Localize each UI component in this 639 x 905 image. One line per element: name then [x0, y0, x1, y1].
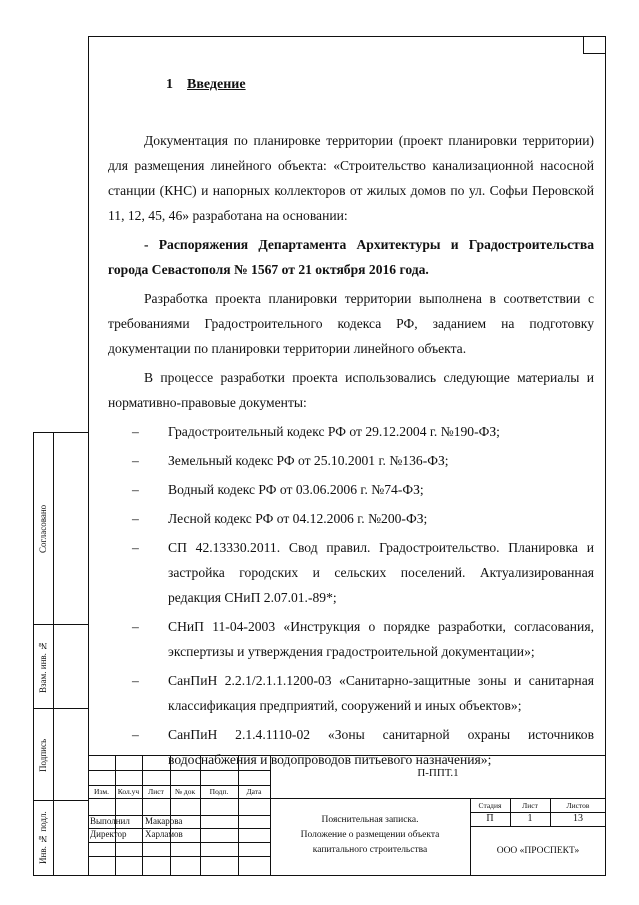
- paragraph-3: Разработка проекта планировки территории выполнена в соответствии с требованиями Градостроительного кодекса РФ, заданием на подготовку документации по планировки территории линейного объекта.: [108, 291, 594, 356]
- title-block: [88, 755, 606, 876]
- heading-title: Введение: [187, 77, 246, 92]
- list-item: – Лесной кодекс РФ от 04.12.2006 г. №200-ФЗ;: [132, 511, 428, 526]
- header-data: Дата: [246, 787, 262, 796]
- company-name: ООО «ПРОСПЕКТ»: [496, 846, 580, 856]
- role-director: Директор: [90, 829, 127, 839]
- header-list: Лист: [148, 787, 164, 796]
- doc-description: Пояснительная записка. Положение о размещении объекта капитального строительства: [300, 815, 440, 855]
- list-item: – СНиП 11-04-2003 «Инструкция о порядке разработки, согласования, экспертизы и утверждения градостроительной документации»;: [132, 619, 594, 659]
- agreed-label: Согласовано: [38, 504, 48, 554]
- inv-orig-label: Инв. № подл.: [38, 811, 48, 865]
- name-performed: Макарова: [145, 816, 183, 826]
- header-koluch: Кол.уч: [117, 787, 140, 796]
- paragraph-2: - Распоряжения Департамента Архитектуры и Градостроительства города Севастополя № 1567 от 21 октября 2016 года.: [108, 237, 594, 277]
- list-item: – Водный кодекс РФ от 03.06.2006 г. №74-ФЗ;: [132, 482, 424, 497]
- document-body: [108, 72, 594, 772]
- heading-number: 1: [166, 77, 173, 92]
- doc-code: П-ППТ.1: [417, 767, 459, 779]
- list-item: – СанПиН 2.1.4.1110-02 «Зоны санитарной охраны источников водоснабжения и водопроводов питьевого назначения»;: [132, 727, 594, 767]
- sheets-label: Листов: [566, 801, 590, 810]
- list-item: – Градостроительный кодекс РФ от 29.12.2004 г. №190-ФЗ;: [132, 424, 500, 439]
- section-heading: [166, 72, 594, 98]
- sidebar-stamp: [33, 432, 88, 876]
- role-performed: Выполнил: [90, 816, 130, 826]
- stage-label: Стадия: [478, 801, 502, 810]
- replace-inv-label: Взам. инв. №: [38, 640, 48, 694]
- stage-value: П: [486, 813, 494, 824]
- list-item: – СанПиН 2.2.1/2.1.1.1200-03 «Санитарно-защитные зоны и санитарная классификация предприятий, сооружений и иных объектов»;: [132, 673, 594, 713]
- header-izm: Изм.: [94, 787, 109, 796]
- header-podp: Подп.: [209, 787, 229, 796]
- list-item: – Земельный кодекс РФ от 25.10.2001 г. №136-ФЗ;: [132, 453, 449, 468]
- name-director: Харламов: [145, 829, 183, 839]
- paragraph-4: В процессе разработки проекта использовались следующие материалы и нормативно-правовые документы:: [108, 370, 594, 410]
- normative-list: [108, 419, 594, 772]
- sheets-value: 13: [573, 813, 583, 824]
- header-ndok: № док: [174, 787, 196, 796]
- sheet-value: 1: [527, 813, 533, 824]
- sheet-number-box: [583, 36, 606, 54]
- list-item: – СП 42.13330.2011. Свод правил. Градостроительство. Планировка и застройка городских и сельских поселений. Актуализированная редакция СНиП 2.07.01.-89*;: [132, 540, 594, 605]
- paragraph-1: Документация по планировке территории (проект планировки территории) для размещения линейного объекта: «Строительство канализационной насосной станции (КНС) и напорных коллекторов от жилых домов по ул. Софьи Перовской 11, 12, 45, 46» разработана на основании:: [108, 133, 594, 223]
- sheet-label: Лист: [522, 801, 538, 810]
- signature-label: Подпись: [38, 738, 48, 772]
